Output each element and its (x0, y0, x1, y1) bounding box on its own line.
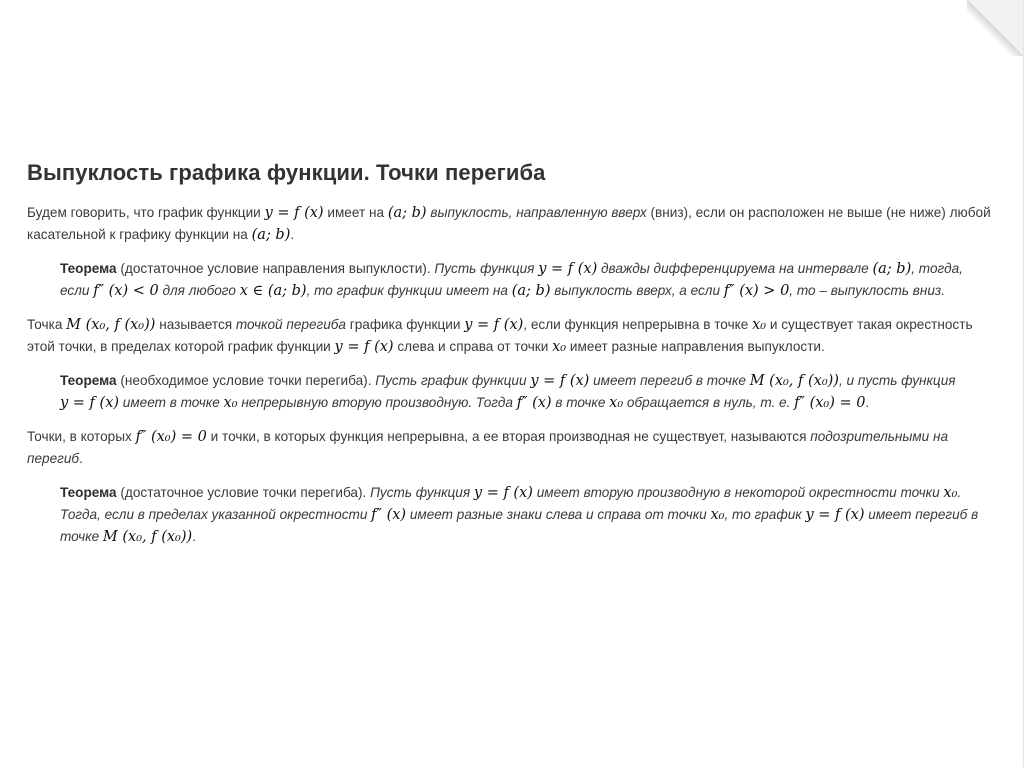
text: (необходимое условие точки перегиба). (116, 373, 376, 388)
formula: f″ (x) (516, 395, 552, 411)
formula: y = f (x) (805, 507, 865, 523)
text: называется (155, 317, 236, 332)
theorem-label: Теорема (60, 261, 117, 276)
text: (достаточное условие направления выпуклости). (116, 261, 435, 276)
theorem-label: Теорема (60, 373, 117, 388)
slide-title: Выпуклость графика функции. Точки перегиба (27, 160, 546, 185)
formula: (a; b) (511, 283, 551, 299)
theorem-convexity-sufficient (60, 258, 995, 302)
formula: y = f (x) (264, 205, 324, 221)
text: имеет на (323, 205, 388, 220)
theorem-inflection-sufficient (60, 482, 995, 548)
text: имеет разные знаки слева и справа от точки (406, 507, 711, 522)
formula: x₀ (223, 395, 238, 411)
text: Пусть функция (434, 261, 539, 276)
formula: (a; b) (387, 205, 427, 221)
formula: x₀ (943, 485, 958, 501)
text: , и пусть функция (838, 373, 956, 388)
formula: y = f (x) (60, 395, 120, 411)
term: точкой перегиба (235, 317, 346, 332)
formula: f″ (x) > 0 (723, 283, 790, 299)
page-curl-shade (967, 0, 1023, 56)
text: имеет вторую производную в некоторой окрестности точки (532, 485, 944, 500)
formula: y = f (x) (530, 373, 590, 389)
text: . (290, 227, 295, 242)
term: выпуклость, направленную вверх (426, 205, 647, 220)
formula: y = f (x) (334, 339, 394, 355)
formula: (a; b) (872, 261, 912, 277)
text: непрерывную вторую производную. Тогда (237, 395, 517, 410)
formula: f″ (x) < 0 (93, 283, 159, 299)
text: , если функция непрерывна в точке (523, 317, 753, 332)
text: , тогда, если (60, 261, 963, 298)
text: Пусть функция (370, 485, 474, 500)
text: и существует такая окрестность этой точки, в пределах которой график функции (27, 317, 973, 354)
theorem-inflection-necessary (60, 370, 995, 414)
text: , то – выпуклость вниз. (789, 283, 945, 298)
text: . (79, 451, 83, 466)
theorem-label: Теорема (60, 485, 117, 500)
text: имеет разные направления выпуклости. (566, 339, 825, 354)
text: в точке (551, 395, 610, 410)
text: Точки, в которых (27, 429, 136, 444)
formula: x ∈ (a; b) (239, 283, 307, 299)
text: , то график (724, 507, 806, 522)
text: . Тогда, если в пределах указанной окрестности (60, 485, 962, 522)
formula: f″ (x) (371, 507, 407, 523)
text: дважды дифференцируема на интервале (597, 261, 873, 276)
text: и точки, в которых функция непрерывна, а ее вторая производная не существует, называются (206, 429, 811, 444)
formula: M (x₀, f (x₀)) (102, 529, 193, 545)
text: имеет в точке (119, 395, 224, 410)
formula: y = f (x) (464, 317, 524, 333)
slide-content (27, 160, 995, 560)
text: Пусть график функции (375, 373, 531, 388)
text: (достаточное условие точки перегиба). (116, 485, 371, 500)
text: , то график функции имеет на (306, 283, 512, 298)
text: для любого (158, 283, 240, 298)
formula: x₀ (710, 507, 725, 523)
formula: y = f (x) (538, 261, 598, 277)
text: Точка (27, 317, 67, 332)
text: графика функции (346, 317, 465, 332)
formula: x₀ (752, 317, 767, 333)
formula: x₀ (552, 339, 567, 355)
text: слева и справа от точки (393, 339, 553, 354)
formula: M (x₀, f (x₀)) (66, 317, 156, 333)
formula: y = f (x) (473, 485, 533, 501)
term: подозрительными на перегиб (27, 429, 949, 466)
text: имеет перегиб в точке (589, 373, 750, 388)
paragraph-suspicious-points (27, 426, 995, 470)
text: Будем говорить, что график функции (27, 205, 265, 220)
text: обращается в нуль, т. е. (623, 395, 795, 410)
text: имеет перегиб в точке (60, 507, 979, 544)
text: выпуклость вверх, а если (550, 283, 724, 298)
formula: f″ (x₀) = 0 (794, 395, 866, 411)
text: (вниз), если он расположен не выше (не ниже) любой касательной к графику функции на (27, 205, 991, 242)
text: . (192, 529, 196, 544)
paragraph-inflection-definition (27, 314, 995, 358)
formula: f″ (x₀) = 0 (135, 429, 207, 445)
paragraph-convexity-definition (27, 202, 995, 246)
text: . (865, 395, 870, 410)
formula: M (x₀, f (x₀)) (749, 373, 839, 389)
formula: x₀ (609, 395, 624, 411)
formula: (a; b) (251, 227, 291, 243)
